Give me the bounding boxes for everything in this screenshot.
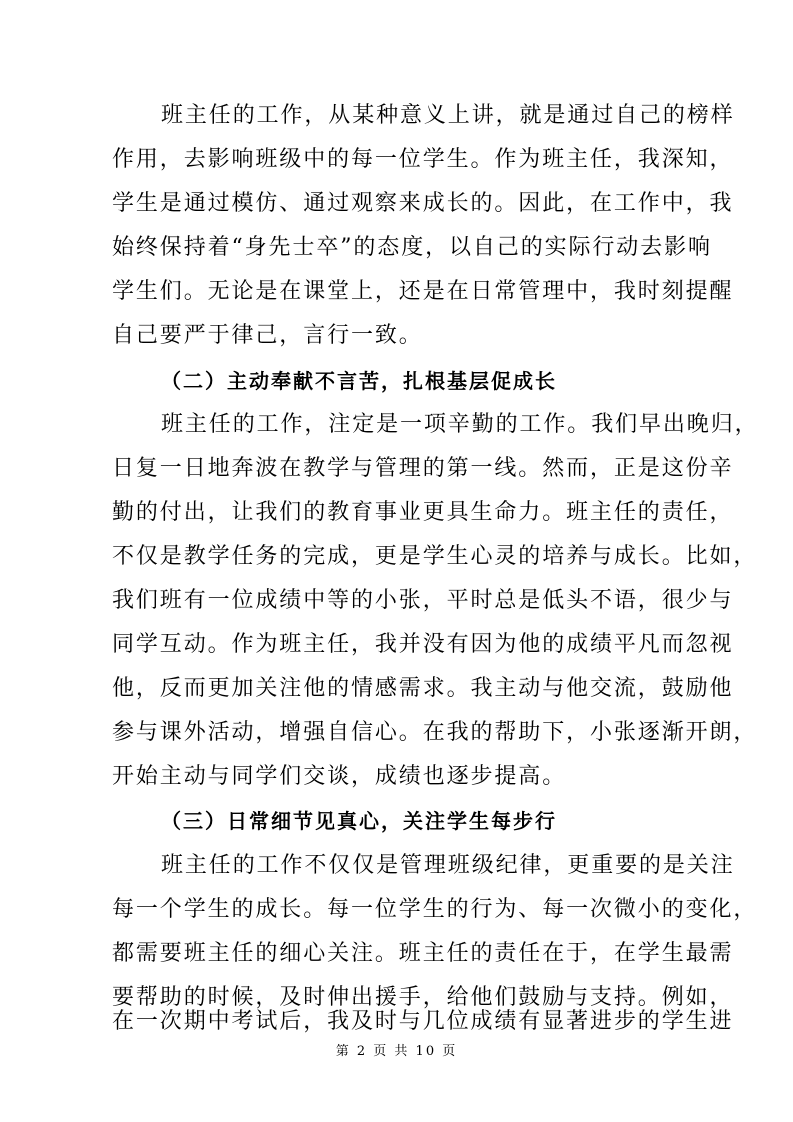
paragraph-2-line: 日复一日地奔波在教学与管理的第一线。然而，正是这份辛 — [112, 456, 734, 481]
paragraph-2-line: 同学互动。作为班主任，我并没有因为他的成绩平凡而忽视 — [112, 632, 734, 657]
paragraph-2-line: 班主任的工作，注定是一项辛勤的工作。我们早出晚归， — [161, 412, 759, 437]
paragraph-2-line: 参与课外活动，增强自信心。在我的帮助下，小张逐渐开朗， — [112, 720, 758, 745]
paragraph-2-line: 开始主动与同学们交谈，成绩也逐步提高。 — [112, 764, 567, 789]
paragraph-3-line: 在一次期中考试后，我及时与几位成绩有显著进步的学生进 — [112, 1009, 734, 1034]
section-heading-2: （二）主动奉献不言苦，扎根基层促成长 — [161, 369, 557, 393]
section-heading-3: （三）日常细节见真心，关注学生每步行 — [161, 809, 557, 833]
paragraph-1-line: 学生是通过模仿、通过观察来成长的。因此，在工作中，我 — [112, 191, 734, 216]
paragraph-1-line: 自己要严于律己，言行一致。 — [112, 323, 423, 348]
paragraph-2-line: 不仅是教学任务的完成，更是学生心灵的培养与成长。比如， — [112, 544, 758, 569]
paragraph-3-line: 都需要班主任的细心关注。班主任的责任在于，在学生最需 — [112, 941, 734, 966]
paragraph-1-line: 始终保持着“身先士卒”的态度，以自己的实际行动去影响 — [112, 235, 712, 260]
paragraph-3-line: 每一个学生的成长。每一位学生的行为、每一次微小的变化， — [112, 897, 758, 922]
paragraph-1-line: 班主任的工作，从某种意义上讲，就是通过自己的榜样 — [161, 103, 735, 128]
paragraph-3-line: 班主任的工作不仅仅是管理班级纪律，更重要的是关注 — [161, 853, 735, 878]
paragraph-2-line: 我们班有一位成绩中等的小张，平时总是低头不语，很少与 — [112, 588, 734, 613]
paragraph-2-line: 勤的付出，让我们的教育事业更具生命力。班主任的责任， — [112, 500, 734, 525]
paragraph-2-line: 他，反而更加关注他的情感需求。我主动与他交流，鼓励他 — [112, 676, 734, 701]
paragraph-1-line: 作用，去影响班级中的每一位学生。作为班主任，我深知， — [112, 147, 734, 172]
page-number-footer: 第 2 页 共 10 页 — [335, 1044, 458, 1059]
paragraph-3-line: 要帮助的时候，及时伸出援手，给他们鼓励与支持。例如， — [112, 985, 734, 1010]
paragraph-1-line: 学生们。无论是在课堂上，还是在日常管理中，我时刻提醒 — [112, 279, 734, 304]
